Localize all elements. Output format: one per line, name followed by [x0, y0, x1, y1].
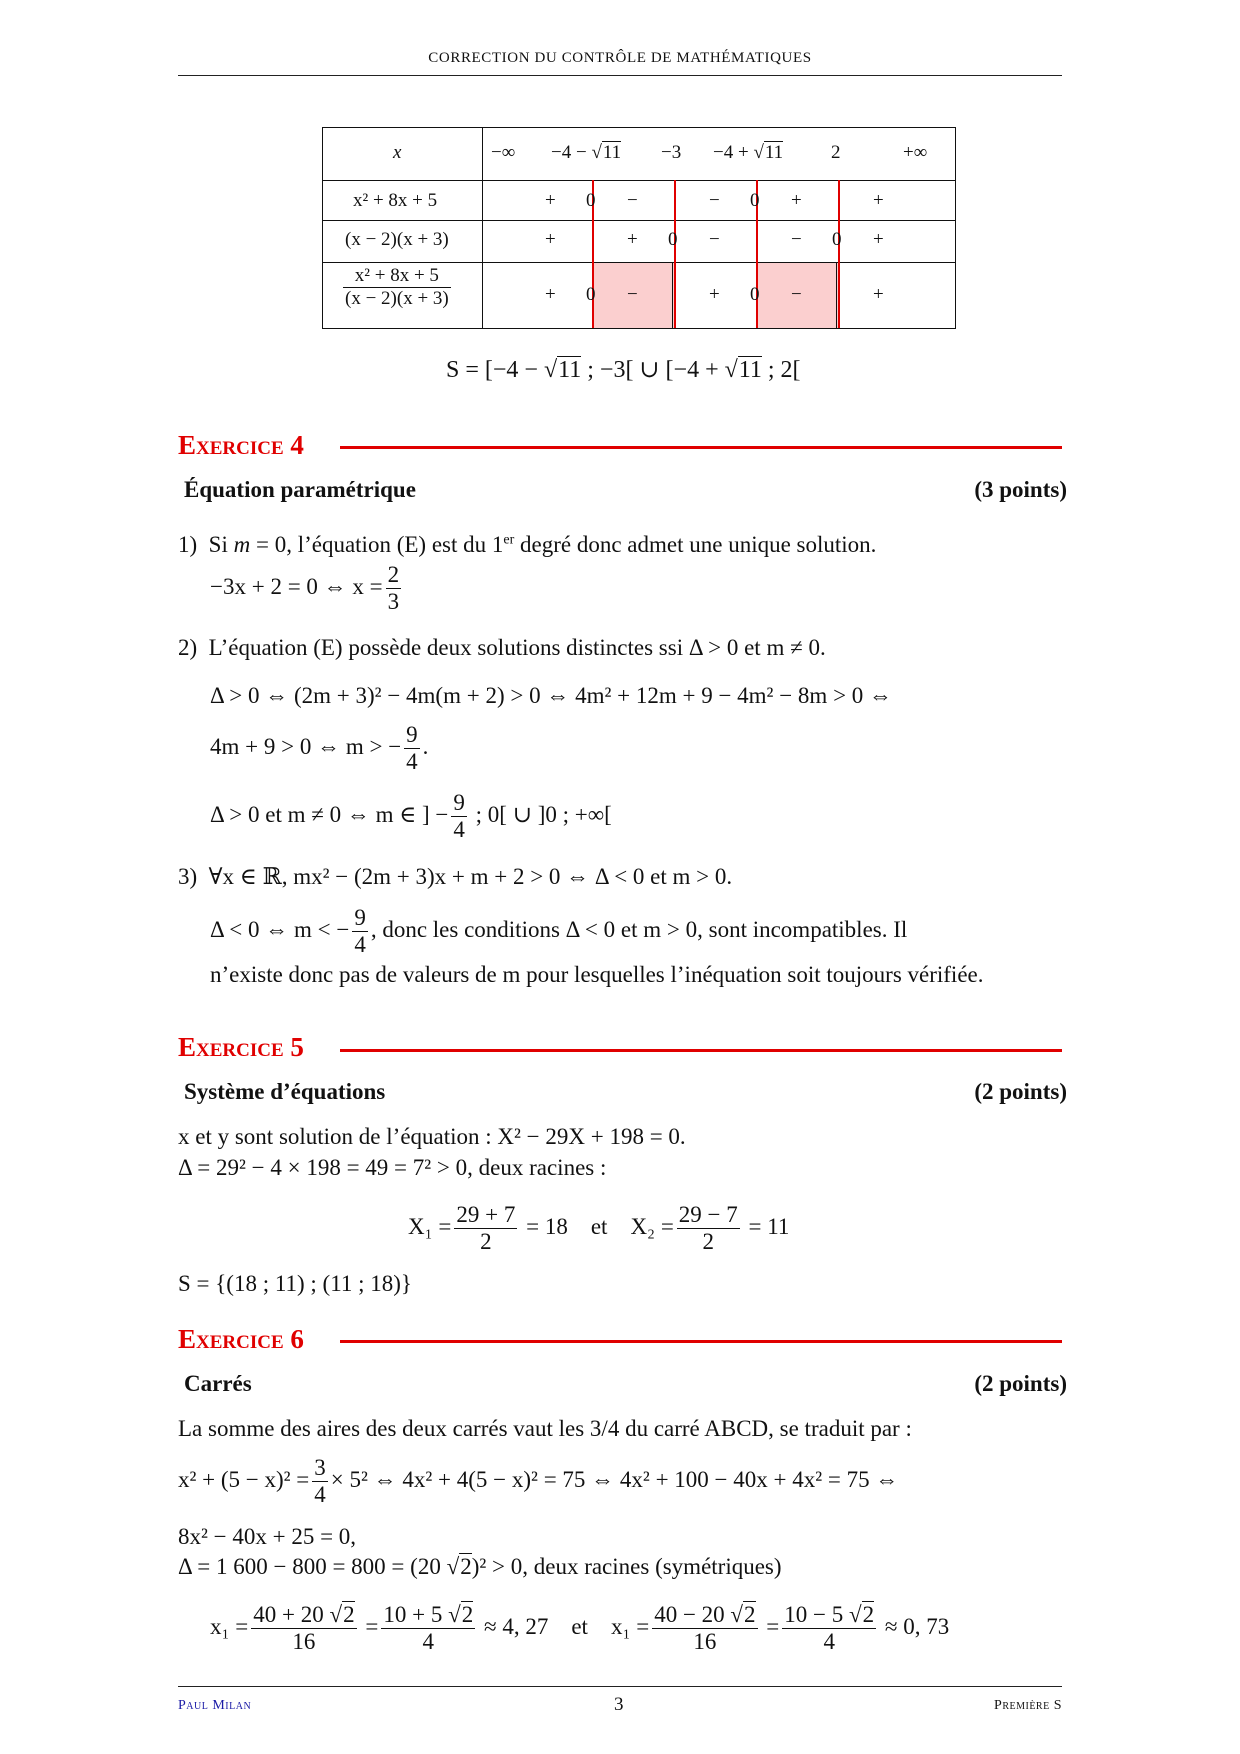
exercise-4-points: (3 points)	[974, 477, 1067, 502]
x-value: −4 + √11	[713, 142, 784, 163]
ex4-q3: 3) ∀x ∈ ℝ, mx² − (2m + 3)x + m + 2 > 0 ⇔ Δ < 0 et m > 0.	[178, 864, 733, 889]
ex6-equation: x² + (5 − x)² = $\frac{3}{4}$ × 5² ⇔ 4x² + 4(5 − x)² = 75 ⇔ 4x² + 100 − 40x + 4x² = 75 ⇔	[178, 1455, 899, 1507]
exercise-6-points: (2 points)	[974, 1371, 1067, 1396]
sign: +	[545, 284, 556, 305]
table-row-divider	[323, 180, 955, 181]
ex5-roots: X₁ = $\frac{29 + 7}{2}$ = 18 et X₂ = $\frac{29 - 7}{2}$ = 11	[408, 1202, 790, 1254]
exercise-5-subtitle: Système d’équations	[184, 1079, 386, 1104]
solution-set-inequation: S = [−4 − √11 ; −3[ ∪ [−4 + √11 ; 2[	[446, 357, 801, 383]
ex4-q2: 2) L’équation (E) possède deux solutions distinctes ssi Δ > 0 et m ≠ 0.	[178, 635, 826, 660]
exercise-4-subtitle: Équation paramétrique	[184, 477, 416, 502]
sign: 0	[750, 190, 760, 211]
x-value: −∞	[491, 142, 516, 163]
ex4-q2-line1: Δ > 0 ⇔ (2m + 3)² − 4m(m + 2) > 0 ⇔ 4m² + 12m + 9 − 4m² − 8m > 0 ⇔	[210, 683, 893, 708]
footer-class: Première S	[994, 1698, 1062, 1713]
ex4-q3-line2: n’existe donc pas de valeurs de m pour lesquelles l’inéquation soit toujours vérifiée.	[210, 962, 984, 987]
sign: −	[791, 229, 802, 250]
table-col-divider	[482, 128, 483, 328]
ex4-q1: 1) Si m = 0, l’équation (E) est du 1er degré donc admet une unique solution.	[178, 532, 877, 557]
header-rule	[178, 75, 1062, 76]
sign: 0	[832, 229, 842, 250]
page-header: CORRECTION DU CONTRÔLE DE MATHÉMATIQUES	[428, 50, 812, 66]
ex6-line1: La somme des aires des deux carrés vaut les 3/4 du carré ABCD, se traduit par :	[178, 1416, 912, 1441]
sign: 0	[586, 190, 596, 211]
sign: +	[627, 229, 638, 250]
sign: 0	[668, 229, 678, 250]
sign: −	[627, 190, 638, 211]
exercise-5-rule	[340, 1049, 1062, 1052]
footer-rule	[178, 1686, 1062, 1687]
ex4-q2-line3: Δ > 0 et m ≠ 0 ⇔ m ∈ ] − $\frac{9}{4}$ ; 0[ ∪ ]0 ; +∞[	[210, 790, 612, 842]
sign: +	[873, 190, 884, 211]
ex6-roots: x₁ = $\frac{40 + 20 √2}{16}$ = $\frac{10 + 5 √2}{4}$ ≈ 4, 27 et x₁ = $\frac{40 - 20 √2}{16}$ = $\frac{10 - 5 √2}{4}$ ≈ 0, 73	[210, 1602, 950, 1654]
sign: −	[791, 284, 802, 305]
ex4-q1-equation: −3x + 2 = 0 ⇔ x = $\frac{2}{3}$	[210, 562, 400, 614]
footer-page-number: 3	[614, 1694, 624, 1715]
table-row-divider	[323, 220, 955, 221]
label-denominator: (x − 2)(x + 3)	[345, 229, 449, 250]
ex5-line1: x et y sont solution de l’équation : X² − 29X + 198 = 0.	[178, 1124, 686, 1149]
sign: −	[709, 229, 720, 250]
label-quotient: $\frac{\text{x² + 8x + 5}}{(x - 2)(x + 3)}$	[345, 265, 449, 309]
ex5-solution: S = {(18 ; 11) ; (11 ; 18)}	[178, 1271, 412, 1296]
exercise-5-points: (2 points)	[974, 1079, 1067, 1104]
sign: −	[709, 190, 720, 211]
x-value: −3	[661, 142, 682, 163]
x-value: 2	[831, 142, 841, 163]
sign: +	[545, 190, 556, 211]
exercise-6-title: Exercice 6	[178, 1324, 304, 1354]
sign: −	[627, 284, 638, 305]
exercise-4-title: Exercice 4	[178, 430, 304, 460]
x-value: −4 − √11	[551, 142, 622, 163]
zero-line	[674, 180, 676, 328]
ex6-line4: Δ = 1 600 − 800 = 800 = (20 √2)² > 0, deux racines (symétriques)	[178, 1554, 782, 1579]
ex5-line2: Δ = 29² − 4 × 198 = 49 = 7² > 0, deux racines :	[178, 1155, 607, 1180]
label-numerator: x² + 8x + 5	[353, 190, 438, 211]
exercise-6-subtitle: Carrés	[184, 1371, 252, 1396]
sign: 0	[750, 284, 760, 305]
exercise-5-title: Exercice 5	[178, 1032, 304, 1062]
ex4-q2-line2: 4m + 9 > 0 ⇔ m > − $\frac{9}{4}$ .	[210, 722, 429, 774]
ex4-q3-line1: Δ < 0 ⇔ m < − $\frac{9}{4}$ , donc les conditions Δ < 0 et m > 0, sont incompatibles. Il	[210, 905, 908, 957]
ex6-line3: 8x² − 40x + 25 = 0,	[178, 1524, 357, 1549]
sign: +	[791, 190, 802, 211]
zero-line	[838, 180, 840, 328]
sign: +	[873, 229, 884, 250]
sign: +	[545, 229, 556, 250]
exercise-6-rule	[340, 1340, 1062, 1343]
x-value: +∞	[903, 142, 928, 163]
exercise-4-rule	[340, 446, 1062, 449]
sign: 0	[586, 284, 596, 305]
label-x: x	[393, 142, 402, 163]
sign-table	[322, 127, 956, 329]
footer-author: Paul Milan	[178, 1698, 252, 1713]
sign: +	[873, 284, 884, 305]
sign: +	[709, 284, 720, 305]
forbidden-value-line	[672, 263, 673, 328]
